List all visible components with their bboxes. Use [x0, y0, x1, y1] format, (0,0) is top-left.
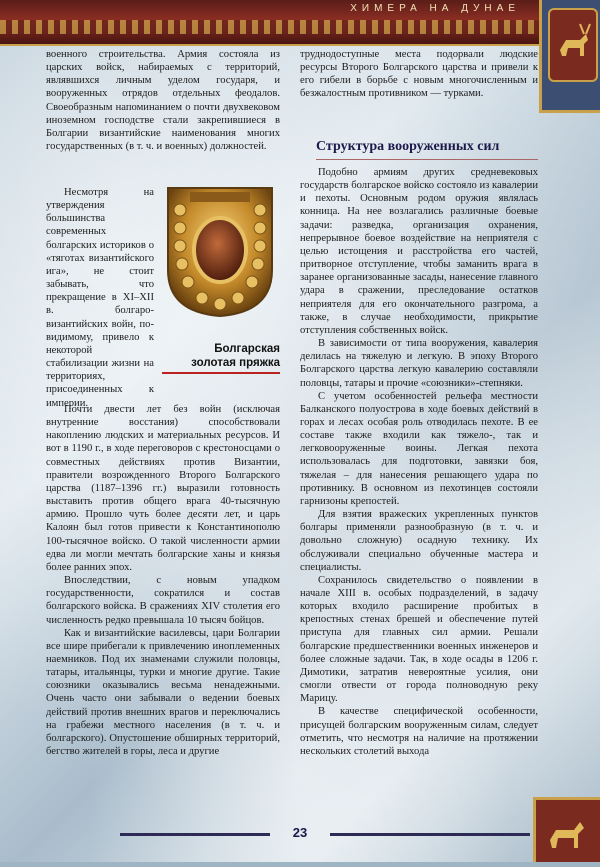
footer-rule-left [120, 833, 270, 836]
corner-deer-icon [533, 797, 600, 862]
paragraph: Впоследствии, с новым упадком государственности, сократился и состав болгарского войска. В сражениях XIV столетия его численность редко превышала 10 тысяч бойцов. [46, 575, 280, 626]
paragraph: Как и византийские василевсы, цари Болгарии все шире прибегали к привлечению иноплеменных наемников. Под их знаменами служили половцы, татары, итальянцы, турки и многие другие. Такие союзники оказывались весьма ненадежными. Очень часто они забывали о ведении боевых действий против внешних врагов и переключались на грабежи местного населения (в т. ч. и болгарского). Опустошение обширных территорий, бегство жителей в горы, леса и другие [46, 627, 280, 758]
header-band [0, 0, 600, 46]
header-ornament [0, 20, 548, 34]
paragraph: военного строительства. Армия состояла из царских войск, набираемых с территорий, являвшихся личным уделом государя, и вооруженных отрядов отдельных феодалов. Своеобразным напоминанием о почти двухвековом иноземном господстве стали закрепившиеся в Болгарии византийские наименования многих государственных (в т. ч. и военных) должностей. [46, 49, 280, 153]
page-number: 23 [292, 825, 308, 840]
caption-line: Болгарская [214, 343, 280, 355]
running-header: ХИМЕРА НА ДУНАЕ [350, 3, 520, 14]
figure-caption [162, 342, 280, 374]
caption-line: золотая пряжка [191, 357, 280, 369]
paragraph: В качестве специфической особенности, присущей болгарским вооруженным силам, следует отметить, что несмотря на наличие на протяжении нескольких столетий выхода [300, 706, 538, 757]
column-left-narrow [46, 186, 154, 410]
paragraph: Почти двести лет без войн (исключая внутренние восстания) способствовали накоплению людских и материальных ресурсов. И вот в 1190 г., в ходе переговоров с крестоносцами о совместных действиях против Византии, правители возрожденного Второго Болгарского царства (1187–1396 гг.) выразили готовность выставить против общего врага 40-тысячную армию. Прошло чуть более десяти лет, и царь Калоян был готов привести к Константинополю 100-тысячное войско. О такой численности армии едва ли могли мечтать болгарские ханы и князья более ранних эпох. [46, 404, 280, 573]
deer-medallion-icon [548, 8, 598, 82]
column-left-top [46, 48, 280, 153]
paragraph: труднодоступные места подорвали людские ресурсы Второго Болгарского царства и привели к его гибели в борьбе с новым многочисленным и безжалостным противником — турками. [300, 49, 538, 100]
paragraph: Сохранилось свидетельство о появлении в начале XIII в. особых подразделений, в задачу которых входило расширение пробитых в крепостных стенах брешей и обеспечение путей приступа для главных сил армии. Решали болгарские предшественники военных инженеров и более сложные задачи. Так, в ходе осады в 1206 г. Димотики, затратив невероятные усилия, они смогли отвести от города полноводную реку Марицу. [300, 574, 538, 705]
section-heading: Структура вооруженных сил [316, 139, 538, 160]
paragraph: Подобно армиям других средневековых государств болгарское войско состояло из кавалерии и пехоты. Основным родом оружия являлась конница. На нее возлагались различные боевые задачи: разведка, организация охранения, непрерывное боевое воздействие на неприятеля с целью истощения и расстройства его частей, притворное отступление, чтобы заманить врага в заранее организованные засады, нанесение главного удара в сражении, преследование остатков неприятеля для его окончательного разгрома, а также, в случае необходимости, прикрытие отступления собственных войск. [300, 167, 538, 336]
golden-buckle-image [160, 180, 280, 320]
paragraph: Для взятия вражеских укрепленных пунктов болгары применяли разнообразную (в т. ч. и довольно сложную) осадную технику. Их обслуживали специально обученные мастера и специалисты. [300, 509, 538, 573]
footer-rule-right [330, 833, 530, 836]
paragraph: С учетом особенностей рельефа местности Балканского полуострова в ходе боевых действий в горах и лесах особая роль отводилась пехоте. В ее составе также входили как тяжело-, так и легковооруженные воины. Легкая пехота использовалась для подготовки, завязки боя, тяжелая – для нанесения решающего удара по противнику. В основном из пехотинцев состояли гарнизоны крепостей. [300, 390, 538, 507]
paragraph: Несмотря на утверждения большинства современных болгарских историков о «тяготах византийского ига», не стоит забывать, что прекращение в XI–XII в. болгаро-византийских войн, по-видимому, привело к некоторой стабилизации жизни на территориях, присоединенных к империи. [46, 187, 154, 409]
paragraph: В зависимости от типа вооружения, кавалерия делилась на тяжелую и легкую. В эпоху Второго Болгарского царства легкую кавалерию составляли половцы, татары и прочие «союзники»-степняки. [300, 338, 538, 389]
column-left-bottom [46, 403, 280, 758]
column-right [300, 166, 538, 758]
column-right-top [300, 48, 538, 101]
corner-emblem [539, 0, 600, 113]
